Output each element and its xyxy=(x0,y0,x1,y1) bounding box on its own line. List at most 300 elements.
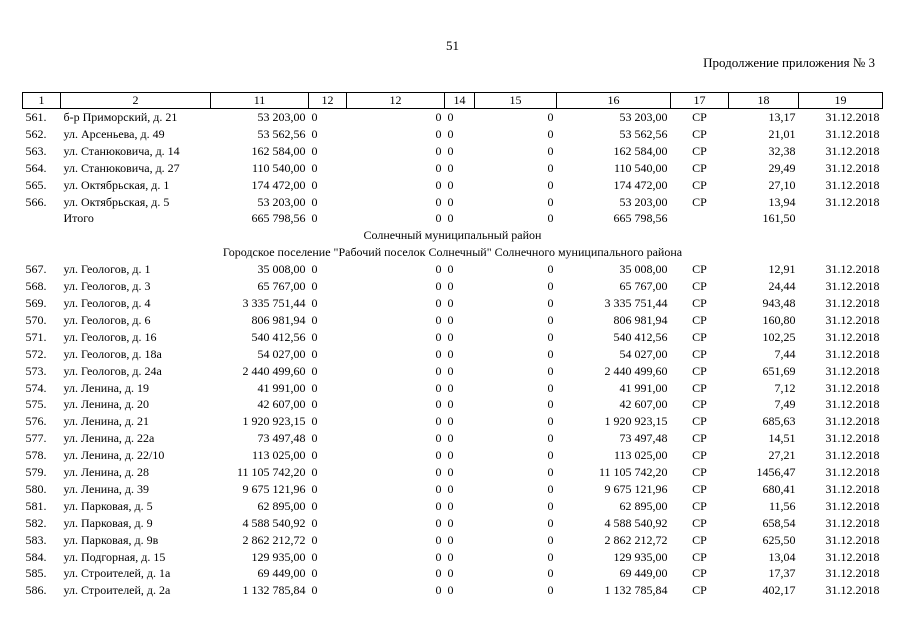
table-row xyxy=(23,498,883,515)
row-col15: 0 xyxy=(547,566,554,581)
row-col12a: 0 xyxy=(311,498,318,513)
row-address: б-р Приморский, д. 21 xyxy=(63,110,178,124)
row-col17: СР xyxy=(692,312,707,327)
row-col12a: 0 xyxy=(311,126,318,141)
row-col19: 31.12.2018 xyxy=(825,397,880,412)
row-col14: 0 xyxy=(447,380,454,395)
row-col12a: 0 xyxy=(311,515,318,530)
row-address: ул. Парковая, д. 5 xyxy=(63,498,153,513)
row-col12a: 0 xyxy=(311,177,318,192)
total-col19 xyxy=(799,210,883,227)
row-col11: 113 025,00 xyxy=(251,448,306,463)
row-col14: 0 xyxy=(447,126,454,141)
row-col11: 2 862 212,72 xyxy=(242,532,306,547)
row-col16: 2 440 499,60 xyxy=(604,363,668,378)
row-col12a: 0 xyxy=(311,110,318,124)
row-col17: СР xyxy=(692,566,707,581)
total-section xyxy=(23,210,883,261)
row-col19: 31.12.2018 xyxy=(825,431,880,446)
row-col19: 31.12.2018 xyxy=(825,549,880,564)
table-row xyxy=(23,565,883,582)
row-col15: 0 xyxy=(547,279,554,294)
row-col11: 42 607,00 xyxy=(257,397,306,412)
table-row xyxy=(23,481,883,498)
row-col11: 11 105 742,20 xyxy=(236,465,306,480)
row-col18: 12,91 xyxy=(768,262,796,277)
row-number: 582. xyxy=(25,515,47,530)
row-col18: 685,63 xyxy=(762,414,796,429)
row-col16: 162 584,00 xyxy=(613,143,668,158)
row-col15: 0 xyxy=(547,431,554,446)
row-col12a: 0 xyxy=(311,583,318,598)
row-address: ул. Ленина, д. 20 xyxy=(63,397,150,412)
row-address: ул. Геологов, д. 3 xyxy=(63,279,151,294)
total-col18: 161,50 xyxy=(762,211,796,226)
row-address: ул. Арсеньева, д. 49 xyxy=(63,126,165,141)
row-number: 566. xyxy=(25,194,47,209)
row-col14: 0 xyxy=(447,262,454,277)
row-col19: 31.12.2018 xyxy=(825,160,880,175)
table-row xyxy=(23,177,883,194)
row-col12a: 0 xyxy=(311,465,318,480)
row-col15: 0 xyxy=(547,448,554,463)
row-address: ул. Геологов, д. 1 xyxy=(63,262,151,277)
header-cell: 11 xyxy=(211,93,309,109)
row-col14: 0 xyxy=(447,465,454,480)
row-col11: 41 991,00 xyxy=(257,380,306,395)
row-col15: 0 xyxy=(547,363,554,378)
row-col16: 9 675 121,96 xyxy=(604,481,668,496)
row-col16: 806 981,94 xyxy=(613,312,668,327)
total-col16: 665 798,56 xyxy=(613,211,668,226)
row-col15: 0 xyxy=(547,177,554,192)
header-cell: 17 xyxy=(671,93,729,109)
row-col11: 1 920 923,15 xyxy=(242,414,306,429)
header-cell: 12 xyxy=(309,93,347,109)
row-address: ул. Станюковича, д. 27 xyxy=(63,160,180,175)
row-col18: 160,80 xyxy=(762,312,796,327)
table-row xyxy=(23,194,883,211)
row-address: ул. Парковая, д. 9 xyxy=(63,515,153,530)
row-col18: 24,44 xyxy=(768,279,796,294)
table-row xyxy=(23,160,883,177)
row-col14: 0 xyxy=(447,194,454,209)
row-col12b: 0 xyxy=(435,532,442,547)
row-col12b: 0 xyxy=(435,397,442,412)
row-col16: 110 540,00 xyxy=(613,160,668,175)
row-col12a: 0 xyxy=(311,448,318,463)
row-col15: 0 xyxy=(547,194,554,209)
row-number: 570. xyxy=(25,312,47,327)
row-col19: 31.12.2018 xyxy=(825,380,880,395)
row-col15: 0 xyxy=(547,532,554,547)
row-col12b: 0 xyxy=(435,295,442,310)
table-row xyxy=(23,346,883,363)
row-col15: 0 xyxy=(547,414,554,429)
row-col12a: 0 xyxy=(311,346,318,361)
row-col18: 11,56 xyxy=(768,498,796,513)
row-col15: 0 xyxy=(547,515,554,530)
row-col17: СР xyxy=(692,279,707,294)
row-col12a: 0 xyxy=(311,160,318,175)
row-address: ул. Станюковича, д. 14 xyxy=(63,143,180,158)
row-col11: 53 203,00 xyxy=(257,110,306,124)
row-col17: СР xyxy=(692,431,707,446)
row-col14: 0 xyxy=(447,160,454,175)
row-col12a: 0 xyxy=(311,363,318,378)
row-col11: 69 449,00 xyxy=(257,566,306,581)
row-col19: 31.12.2018 xyxy=(825,566,880,581)
row-col16: 174 472,00 xyxy=(613,177,668,192)
row-col18: 7,12 xyxy=(774,380,796,395)
row-col11: 65 767,00 xyxy=(257,279,306,294)
row-col15: 0 xyxy=(547,295,554,310)
row-col12b: 0 xyxy=(435,346,442,361)
row-number: 573. xyxy=(25,363,47,378)
row-col15: 0 xyxy=(547,380,554,395)
row-col15: 0 xyxy=(547,481,554,496)
row-col19: 31.12.2018 xyxy=(825,346,880,361)
row-col11: 35 008,00 xyxy=(257,262,306,277)
row-col17: СР xyxy=(692,448,707,463)
row-address: ул. Ленина, д. 39 xyxy=(63,481,150,496)
row-col18: 1456,47 xyxy=(756,465,796,480)
row-col12b: 0 xyxy=(435,279,442,294)
row-col12a: 0 xyxy=(311,566,318,581)
row-col12b: 0 xyxy=(435,498,442,513)
row-col17: СР xyxy=(692,498,707,513)
row-col15: 0 xyxy=(547,465,554,480)
row-col17: СР xyxy=(692,346,707,361)
district-heading-row xyxy=(23,227,883,244)
row-col17: СР xyxy=(692,110,707,124)
row-col18: 14,51 xyxy=(768,431,796,446)
table-row xyxy=(23,549,883,566)
row-col14: 0 xyxy=(447,515,454,530)
row-number: 568. xyxy=(25,279,47,294)
row-number: 580. xyxy=(25,481,47,496)
row-col15: 0 xyxy=(547,549,554,564)
row-col12b: 0 xyxy=(435,515,442,530)
row-col15: 0 xyxy=(547,262,554,277)
row-col17: СР xyxy=(692,295,707,310)
row-col18: 13,17 xyxy=(768,110,796,124)
row-col12b: 0 xyxy=(435,380,442,395)
row-col12a: 0 xyxy=(311,549,318,564)
row-address: ул. Ленина, д. 19 xyxy=(63,380,150,395)
row-number: 564. xyxy=(25,160,47,175)
row-col12b: 0 xyxy=(435,566,442,581)
row-col18: 17,37 xyxy=(768,566,796,581)
row-col14: 0 xyxy=(447,414,454,429)
row-col12b: 0 xyxy=(435,143,442,158)
row-address: ул. Геологов, д. 16 xyxy=(63,329,157,344)
row-col12b: 0 xyxy=(435,431,442,446)
total-col15: 0 xyxy=(547,211,554,226)
row-col14: 0 xyxy=(447,498,454,513)
row-col17: СР xyxy=(692,515,707,530)
row-col19: 31.12.2018 xyxy=(825,515,880,530)
total-label: Итого xyxy=(63,211,94,226)
row-col12b: 0 xyxy=(435,262,442,277)
row-address: ул. Ленина, д. 28 xyxy=(63,465,150,480)
row-col18: 651,69 xyxy=(762,363,796,378)
row-col12a: 0 xyxy=(311,143,318,158)
row-col12b: 0 xyxy=(435,177,442,192)
row-col11: 1 132 785,84 xyxy=(242,583,306,598)
row-address: ул. Геологов, д. 24а xyxy=(63,363,162,378)
row-col19: 31.12.2018 xyxy=(825,295,880,310)
row-col14: 0 xyxy=(447,295,454,310)
row-col19: 31.12.2018 xyxy=(825,110,880,124)
row-col14: 0 xyxy=(447,481,454,496)
row-col11: 110 540,00 xyxy=(251,160,306,175)
row-col15: 0 xyxy=(547,160,554,175)
row-address: ул. Октябрьская, д. 5 xyxy=(63,194,170,209)
row-col11: 540 412,56 xyxy=(251,329,306,344)
row-col17: СР xyxy=(692,397,707,412)
row-col15: 0 xyxy=(547,498,554,513)
row-col17: СР xyxy=(692,549,707,564)
row-col12b: 0 xyxy=(435,110,442,124)
table-row xyxy=(23,329,883,346)
row-col18: 943,48 xyxy=(762,295,796,310)
header-cell: 15 xyxy=(475,93,557,109)
row-col14: 0 xyxy=(447,329,454,344)
row-col12b: 0 xyxy=(435,126,442,141)
row-number: 575. xyxy=(25,397,47,412)
row-col17: СР xyxy=(692,262,707,277)
row-col19: 31.12.2018 xyxy=(825,465,880,480)
row-col19: 31.12.2018 xyxy=(825,194,880,209)
row-address: ул. Строителей, д. 1а xyxy=(63,566,171,581)
row-col18: 29,49 xyxy=(768,160,796,175)
header-cell: 18 xyxy=(729,93,799,109)
row-col17: СР xyxy=(692,126,707,141)
row-col19: 31.12.2018 xyxy=(825,329,880,344)
row-col11: 3 335 751,44 xyxy=(242,295,306,310)
row-col16: 65 767,00 xyxy=(619,279,668,294)
row-col12b: 0 xyxy=(435,312,442,327)
row-col19: 31.12.2018 xyxy=(825,414,880,429)
row-col18: 102,25 xyxy=(762,329,796,344)
row-col16: 69 449,00 xyxy=(619,566,668,581)
row-col12a: 0 xyxy=(311,262,318,277)
row-col16: 11 105 742,20 xyxy=(598,465,668,480)
row-address: ул. Парковая, д. 9в xyxy=(63,532,159,547)
table-header xyxy=(23,93,883,109)
row-col18: 7,44 xyxy=(774,346,796,361)
row-col19: 31.12.2018 xyxy=(825,143,880,158)
row-col14: 0 xyxy=(447,532,454,547)
row-col17: СР xyxy=(692,380,707,395)
row-number: 577. xyxy=(25,431,47,446)
row-col12b: 0 xyxy=(435,583,442,598)
row-col12b: 0 xyxy=(435,481,442,496)
row-col19: 31.12.2018 xyxy=(825,177,880,192)
row-col18: 625,50 xyxy=(762,532,796,547)
row-col15: 0 xyxy=(547,143,554,158)
row-col12a: 0 xyxy=(311,312,318,327)
row-col11: 806 981,94 xyxy=(251,312,306,327)
row-col15: 0 xyxy=(547,329,554,344)
row-col18: 680,41 xyxy=(762,481,796,496)
table-row xyxy=(23,312,883,329)
page-number: 51 xyxy=(446,38,459,53)
table-row xyxy=(23,447,883,464)
row-number: 581. xyxy=(25,498,47,513)
row-col14: 0 xyxy=(447,312,454,327)
total-col14: 0 xyxy=(447,211,454,226)
row-col17: СР xyxy=(692,481,707,496)
row-col14: 0 xyxy=(447,143,454,158)
row-col16: 54 027,00 xyxy=(619,346,668,361)
header-cell: 16 xyxy=(557,93,671,109)
row-number: 562. xyxy=(25,126,47,141)
row-col11: 162 584,00 xyxy=(251,143,306,158)
row-number: 569. xyxy=(25,295,47,310)
register-table xyxy=(22,92,883,599)
row-number: 567. xyxy=(25,262,47,277)
row-col14: 0 xyxy=(447,549,454,564)
row-address: ул. Строителей, д. 2а xyxy=(63,583,171,598)
header-cell: 14 xyxy=(445,93,475,109)
row-col12a: 0 xyxy=(311,481,318,496)
appendix-continuation-note: Продолжение приложения № 3 xyxy=(703,55,875,70)
total-col11: 665 798,56 xyxy=(251,211,306,226)
row-col14: 0 xyxy=(447,583,454,598)
row-col12a: 0 xyxy=(311,397,318,412)
row-col18: 27,21 xyxy=(768,448,796,463)
row-col16: 3 335 751,44 xyxy=(604,295,668,310)
district-title: Солнечный муниципальный район xyxy=(363,228,542,243)
row-col12b: 0 xyxy=(435,414,442,429)
row-number: 571. xyxy=(25,329,47,344)
row-col12a: 0 xyxy=(311,279,318,294)
row-col11: 53 203,00 xyxy=(257,194,306,209)
table-row xyxy=(23,261,883,278)
table-row xyxy=(23,109,883,126)
row-address: ул. Ленина, д. 22а xyxy=(63,431,155,446)
row-col11: 54 027,00 xyxy=(257,346,306,361)
row-col16: 129 935,00 xyxy=(613,549,668,564)
row-col12b: 0 xyxy=(435,329,442,344)
row-number: 561. xyxy=(25,110,47,124)
row-col12a: 0 xyxy=(311,380,318,395)
row-col17: СР xyxy=(692,177,707,192)
row-number: 572. xyxy=(25,346,47,361)
row-number: 574. xyxy=(25,380,47,395)
row-col16: 53 203,00 xyxy=(619,194,668,209)
row-col18: 27,10 xyxy=(768,177,796,192)
row-number: 578. xyxy=(25,448,47,463)
row-col19: 31.12.2018 xyxy=(825,279,880,294)
row-col16: 62 895,00 xyxy=(619,498,668,513)
row-col12b: 0 xyxy=(435,363,442,378)
row-number: 585. xyxy=(25,566,47,581)
row-number: 576. xyxy=(25,414,47,429)
row-address: ул. Геологов, д. 18а xyxy=(63,346,162,361)
table-row xyxy=(23,295,883,312)
table-row xyxy=(23,515,883,532)
settlement-heading-row xyxy=(23,244,883,261)
row-col16: 35 008,00 xyxy=(619,262,668,277)
row-col15: 0 xyxy=(547,583,554,598)
row-number: 563. xyxy=(25,143,47,158)
row-col17: СР xyxy=(692,465,707,480)
total-row xyxy=(23,210,883,227)
row-col18: 13,04 xyxy=(768,549,796,564)
row-number: 586. xyxy=(25,583,47,598)
row-col19: 31.12.2018 xyxy=(825,448,880,463)
row-col15: 0 xyxy=(547,126,554,141)
row-col12a: 0 xyxy=(311,329,318,344)
row-col12a: 0 xyxy=(311,431,318,446)
settlement-title: Городское поселение "Рабочий поселок Солнечный" Солнечного муниципального района xyxy=(222,245,683,260)
table-body-bottom xyxy=(23,261,883,599)
row-col11: 73 497,48 xyxy=(257,431,306,446)
table-body-top xyxy=(23,109,883,211)
row-col11: 174 472,00 xyxy=(251,177,306,192)
row-address: ул. Октябрьская, д. 1 xyxy=(63,177,170,192)
row-address: ул. Геологов, д. 4 xyxy=(63,295,151,310)
row-col14: 0 xyxy=(447,177,454,192)
row-col17: СР xyxy=(692,160,707,175)
row-col16: 540 412,56 xyxy=(613,329,668,344)
row-col19: 31.12.2018 xyxy=(825,532,880,547)
row-col17: СР xyxy=(692,532,707,547)
table-row xyxy=(23,430,883,447)
table-row xyxy=(23,532,883,549)
row-col12b: 0 xyxy=(435,160,442,175)
row-number: 583. xyxy=(25,532,47,547)
header-cell: 12 xyxy=(347,93,445,109)
row-col18: 13,94 xyxy=(768,194,796,209)
row-address: ул. Ленина, д. 22/10 xyxy=(63,448,165,463)
table-row xyxy=(23,396,883,413)
row-col16: 53 562,56 xyxy=(619,126,668,141)
row-col14: 0 xyxy=(447,566,454,581)
row-col12b: 0 xyxy=(435,448,442,463)
row-col11: 53 562,56 xyxy=(257,126,306,141)
header-cell: 19 xyxy=(799,93,883,109)
row-col15: 0 xyxy=(547,346,554,361)
table-row xyxy=(23,464,883,481)
row-col18: 658,54 xyxy=(762,515,796,530)
table-row xyxy=(23,278,883,295)
row-col12b: 0 xyxy=(435,549,442,564)
row-col16: 41 991,00 xyxy=(619,380,668,395)
header-cell: 2 xyxy=(61,93,211,109)
table-row xyxy=(23,363,883,380)
row-address: ул. Подгорная, д. 15 xyxy=(63,549,166,564)
row-col16: 42 607,00 xyxy=(619,397,668,412)
total-col12b: 0 xyxy=(435,211,442,226)
row-col15: 0 xyxy=(547,397,554,412)
total-col12a: 0 xyxy=(311,211,318,226)
row-col12b: 0 xyxy=(435,194,442,209)
row-col18: 402,17 xyxy=(762,583,796,598)
row-col15: 0 xyxy=(547,312,554,327)
row-col18: 32,38 xyxy=(768,143,796,158)
row-col19: 31.12.2018 xyxy=(825,262,880,277)
row-col14: 0 xyxy=(447,448,454,463)
row-address: ул. Геологов, д. 6 xyxy=(63,312,151,327)
row-col14: 0 xyxy=(447,363,454,378)
row-number: 579. xyxy=(25,465,47,480)
row-col16: 1 920 923,15 xyxy=(604,414,668,429)
row-col19: 31.12.2018 xyxy=(825,312,880,327)
